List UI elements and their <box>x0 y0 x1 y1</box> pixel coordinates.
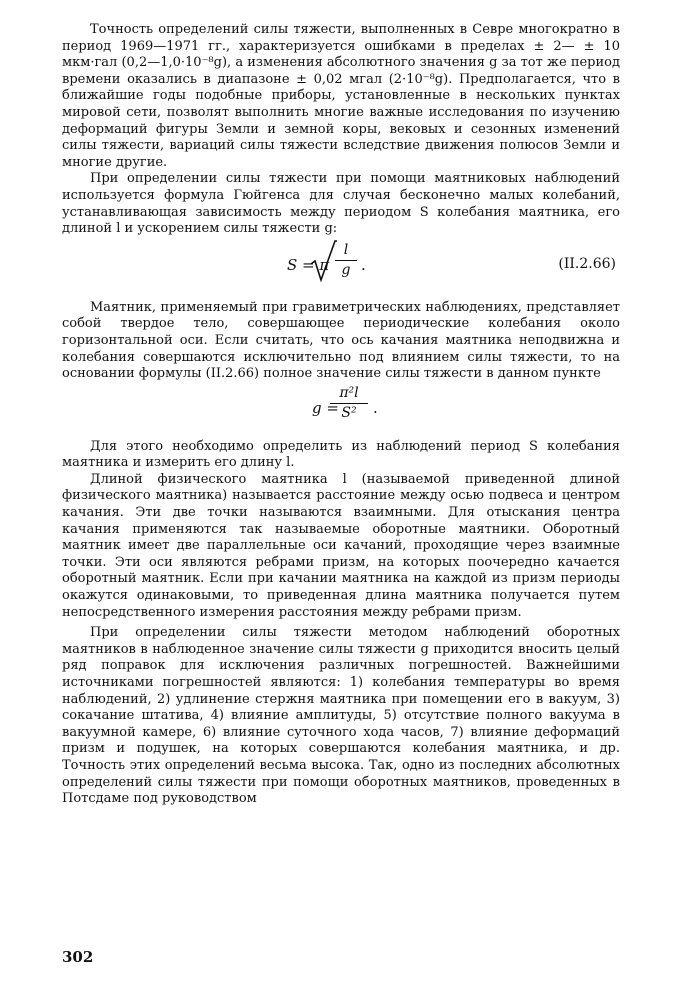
paragraph-pendulum-description: Маятник, применяемый при гравиметрических наблюдениях, представляет собой твердое тело, совершающее периодические колебания около горизонтальной оси. Если считать, что ось качания маятника неподвижна и колебания совершаются исключительно под влиянием силы тяжести, то на основании формулы (II.2.66) полное значение силы тяжести в данном пункте <box>62 299 620 382</box>
formula-huygens-fraction <box>335 242 357 279</box>
equation-number: (II.2.66) <box>558 255 616 272</box>
paragraph-sevres-accuracy: Точность определений силы тяжести, выполненных в Севре многократно в период 1969—1971 гг., характеризуется ошибками в пределах ± 2— ± 10 мкм·гал (0,2—1,0·10⁻⁸g), а изменения абсолютного значения g за тот же период времени оказались в диапазоне ± 0,02 мгал (2·10⁻⁸g). Предполагается, что в ближайшие годы подобные приборы, установленные в нескольких пунктах мировой сети, позволят выполнить многие важные исследования по изучению деформаций фигуры Земли и земной коры, вековых и сезонных изменений силы тяжести, вариаций силы тяжести вследствие движения полюсов Земли и многие другие. <box>62 22 620 170</box>
fraction-bar <box>335 260 357 261</box>
paragraph-corrections: При определении силы тяжести методом наблюдений оборотных маятников в наблюденное значение силы тяжести g приходится вносить целый ряд поправок для исключения различных погрешностей. Важнейшими источниками погрешностей являются: 1) колебания температуры во время наблюдений, 2) удлинение стержня маятника при помещении его в вакуум, 3) сокачание штатива, 4) влияние амплитуды, 5) отсутствие полного вакуума в вакуумной камере, 6) влияние суточного хода часов, 7) влияние деформаций призм и подушек, на которых совершаются колебания маятника, и др. Точность этих определений весьма высока. Так, одно из последних абсолютных определений силы тяжести при помощи оборотных маятников, проведенных в Потсдаме под руководством <box>62 625 620 807</box>
formula-gravity <box>62 383 620 439</box>
formula-huygens-lhs: S = π <box>287 255 330 274</box>
formula-huygens-denominator: g <box>341 261 351 278</box>
paragraph-physical-pendulum: Длиной физического маятника l (называемой приведенной длиной физического маятника) называется расстояние между осью подвеса и центром качания. Эти две точки называются взаимными. Для отыскания центра качания применяются так называемые оборотные маятники. Оборотный маятник имеет две параллельные оси качаний, проходящие через взаимные точки. Эти оси являются ребрами призм, на которых поочередно качается оборотный маятник. Если при качании маятника на каждой из призм периоды окажутся одинаковыми, то приведенная длина маятника получается путем непосредственного измерения расстояния между ребрами призм. <box>62 471 620 620</box>
fraction-bar <box>330 403 368 404</box>
page-number: 302 <box>62 948 94 966</box>
formula-gravity-numerator: π²l <box>339 384 359 401</box>
formula-huygens-numerator: l <box>343 241 349 258</box>
formula-huygens-period: . <box>361 255 366 274</box>
formula-gravity-period: . <box>373 398 378 417</box>
formula-gravity-fraction <box>330 385 368 422</box>
square-root-sign <box>309 240 337 282</box>
formula-gravity-lhs: g = <box>312 398 339 417</box>
paragraph-measure-period: Для этого необходимо определить из наблюдений период S колебания маятника и измерить его длину l. <box>62 438 620 471</box>
paragraph-huygens-intro: При определении силы тяжести при помощи маятниковых наблюдений используется формула Гюйгенса для случая бесконечно малых колебаний, устанавливающая зависимость между периодом S колебания маятника, его длиной l и ускорением силы тяжести g: <box>62 171 620 237</box>
formula-huygens <box>62 238 620 300</box>
formula-gravity-denominator: S² <box>341 404 357 421</box>
